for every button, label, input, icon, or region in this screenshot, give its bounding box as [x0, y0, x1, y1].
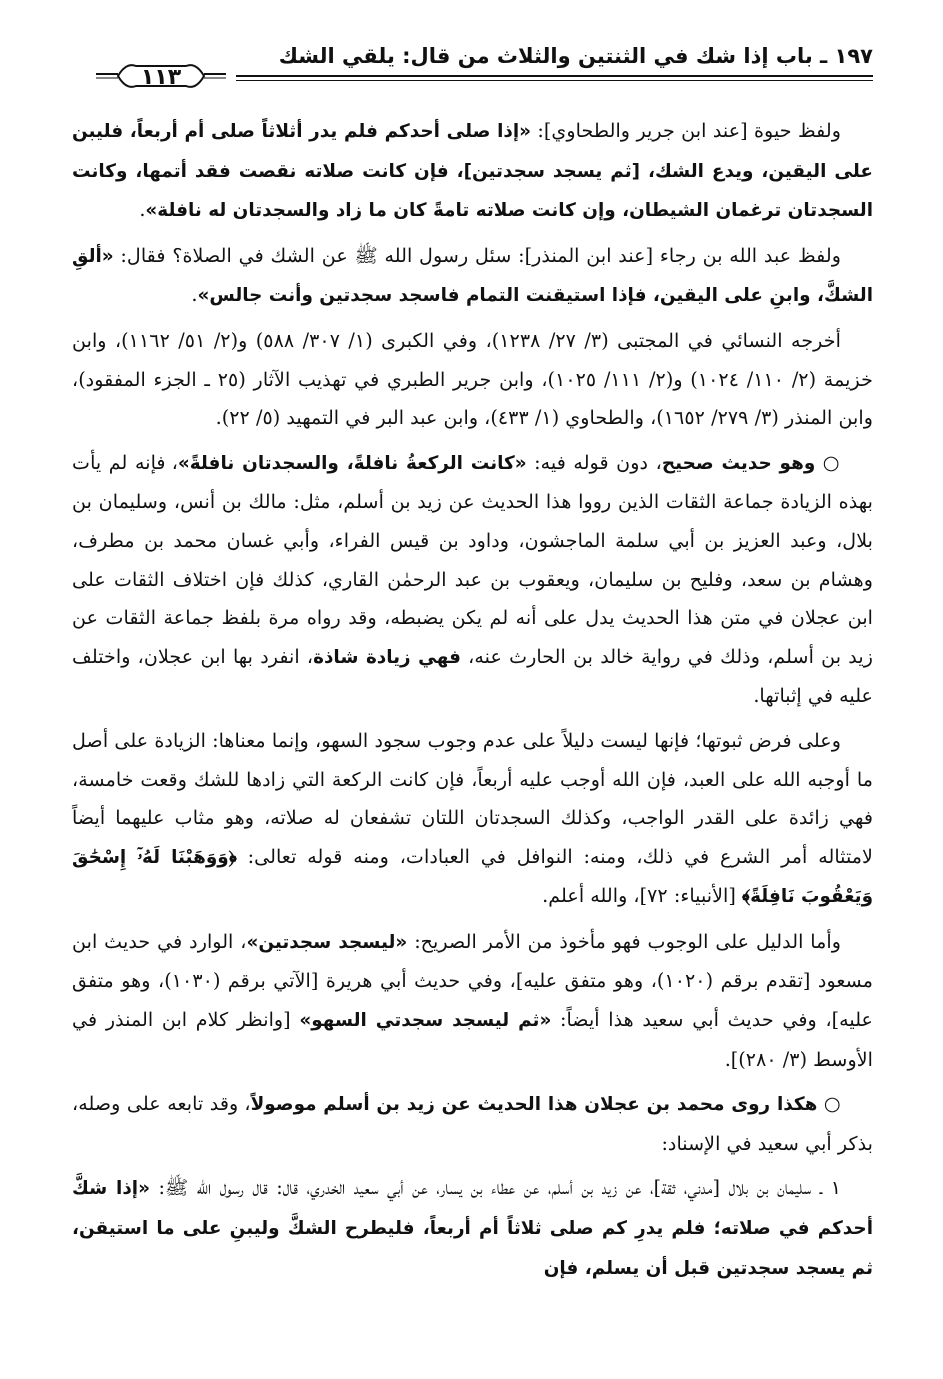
bold-quote-run: «ليسجد سجدتين»	[246, 931, 408, 953]
page-body	[72, 112, 873, 1294]
paragraph-obligation-evidence	[72, 923, 873, 1079]
text-run: وعلى فرض ثبوتها؛ فإنها ليست دليلاً على عدم وجوب سجود السهو، وإنما معناها: الزيادة على أصل ما أوجبه الله على العبد، فإن الله أوجب عليه أربعاً، فإن كانت الركعة التي زادها للشك وقعت خامسة، فهي زائدة على القدر الواجب، وكذلك السجدتان اللتان تشفعان له صلاته، وهو مثاب عليهما أيضاً لامتثاله أمر الشرع في ذلك، ومنه: النوافل في العبادات، ومنه قوله تعالى:	[72, 728, 873, 868]
text-run: ولفظ حيوة [عند ابن جرير والطحاوي]:	[531, 119, 842, 142]
text-run: [الأنبياء: ٧٢]، والله أعلم.	[542, 884, 742, 908]
bold-quote-run: فهي زيادة شاذة	[313, 646, 461, 668]
text-run: ○	[815, 450, 841, 474]
bold-quote-run: ﴿وَوَهَبْنَا لَهُۥٓ إِسْحَٰقَ وَيَعْقُوبَ نَافِلَةً﴾	[72, 846, 873, 908]
bold-quote-run: «إذا صلى أحدكم فلم يدر أثلاثاً صلى أم أربعاً، فليبن على اليقين، ويدع الشك، [ثم يسجد سجدتين]، فإن كانت صلاته نقصت فقد أتمها، وكانت السجدتان ترغمان الشيطان، وإن كانت صلاته تامةً كان ما زاد والسجدتان له نافلة»	[72, 121, 873, 222]
bold-quote-run: «ألقِ الشكَّ، وابنِ على اليقين، فإذا استيقنت التمام فاسجد سجدتين وأنت جالس»	[72, 245, 873, 307]
text-run: ١ ـ سليمان بن بلال [مدني، ثقة]، عن زيد بن أسلم، عن عطاء بن يسار، عن أبي سعيد الخدري، قال: قال رسول الله ﷺ:	[149, 1176, 841, 1200]
paragraph-connected-narration	[72, 1085, 873, 1163]
bold-quote-run: وهو حديث صحيح	[661, 452, 816, 474]
bold-quote-run: «ثم ليسجد سجدتي السهو»	[299, 1010, 552, 1032]
paragraph-interpretation	[72, 722, 873, 917]
text-run: .	[139, 198, 146, 222]
chapter-title: ١٩٧ ـ باب إذا شك في الثنتين والثلاث من قال: يلقي الشك	[278, 44, 873, 68]
bold-quote-run: «كانت الركعةُ نافلةً، والسجدتان نافلةً»	[177, 452, 527, 474]
bold-quote-run: «إذا شكَّ أحدكم في صلاته؛ فلم يدرِ كم صلى ثلاثاً أم أربعاً، فليطرح الشكَّ وليبنِ على ما استيقن، ثم يسجد سجدتين قبل أن يسلم، فإن	[72, 1178, 873, 1279]
text-run: وأما الدليل على الوجوب فهو مأخوذ من الأمر الصريح:	[407, 929, 841, 953]
text-run: ، فإنه لم يأت بهذه الزيادة جماعة الثقات الذين رووا هذا الحديث عن زيد بن أسلم، مثل: مالك بن أنس، وسليمان بن بلال، وعبد العزيز بن أبي سلمة الماجشون، وداود بن قيس الفراء، وأبي غسان محمد بن مطرف، وهشام بن سعد، وفليح بن سليمان، ويعقوب بن عبد الرحمٰن القاري، كذلك فإن اختلاف الثقات على ابن عجلان في متن هذا الحديث يدل على أنه لم يكن يضبطه، وقد رواه مرة بلفظ جماعة الثقات عن زيد بن أسلم، وذلك في رواية خالد بن الحارث عنه،	[72, 450, 873, 668]
paragraph-ibn-raja-wording	[72, 237, 873, 316]
text-run: ولفظ عبد الله بن رجاء [عند ابن المنذر]: سئل رسول الله ﷺ عن الشك في الصلاة؟ فقال:	[113, 243, 841, 267]
paragraph-takhrij	[72, 322, 873, 438]
page-number: ١١٣	[140, 64, 182, 90]
paragraph-sulayman-narration	[72, 1169, 873, 1288]
text-run: ، انفرد بها ابن عجلان، واختلف عليه في إثباتها.	[72, 644, 873, 708]
text-run: ○	[817, 1092, 841, 1116]
paragraph-ruling	[72, 444, 873, 716]
text-run: ، دون قوله فيه:	[526, 450, 662, 474]
text-run: [وانظر كلام ابن المنذر في الأوسط (٣/ ٢٨٠)].	[72, 1008, 873, 1071]
page-header	[96, 42, 873, 98]
text-run: أخرجه النسائي في المجتبى (٣/ ٢٧/ ١٢٣٨)، وفي الكبرى (١/ ٣٠٧/ ٥٨٨) و(٢/ ٥١/ ١١٦٢)، وابن خزيمة (٢/ ١١٠/ ١٠٢٤) و(٢/ ١١١/ ١٠٢٥)، وابن جرير الطبري في تهذيب الآثار (٢٥ ـ الجزء المفقود)، وابن المنذر (٣/ ٢٧٩/ ١٦٥٢)، والطحاوي (١/ ٤٣٣)، وابن عبد البر في التمهيد (٥/ ٢٢).	[72, 328, 873, 430]
paragraph-hayawa-wording	[72, 112, 873, 231]
header-rule	[236, 75, 873, 81]
page-number-badge	[96, 60, 226, 94]
text-run: .	[191, 283, 198, 307]
bold-quote-run: هكذا روى محمد بن عجلان هذا الحديث عن زيد بن أسلم موصولاً	[250, 1094, 818, 1116]
text-run: ، وقد تابعه على وصله، بذكر أبي سعيد في الإسناد:	[72, 1092, 873, 1155]
text-run: ، الوارد في حديث ابن مسعود [تقدم برقم (١٠٢٠)، وهو متفق عليه]، وفي حديث أبي هريرة [الآتي برقم (١٠٣٠)، وهو متفق عليه]، وفي حديث أبي سعيد هذا أيضاً:	[72, 929, 874, 1032]
